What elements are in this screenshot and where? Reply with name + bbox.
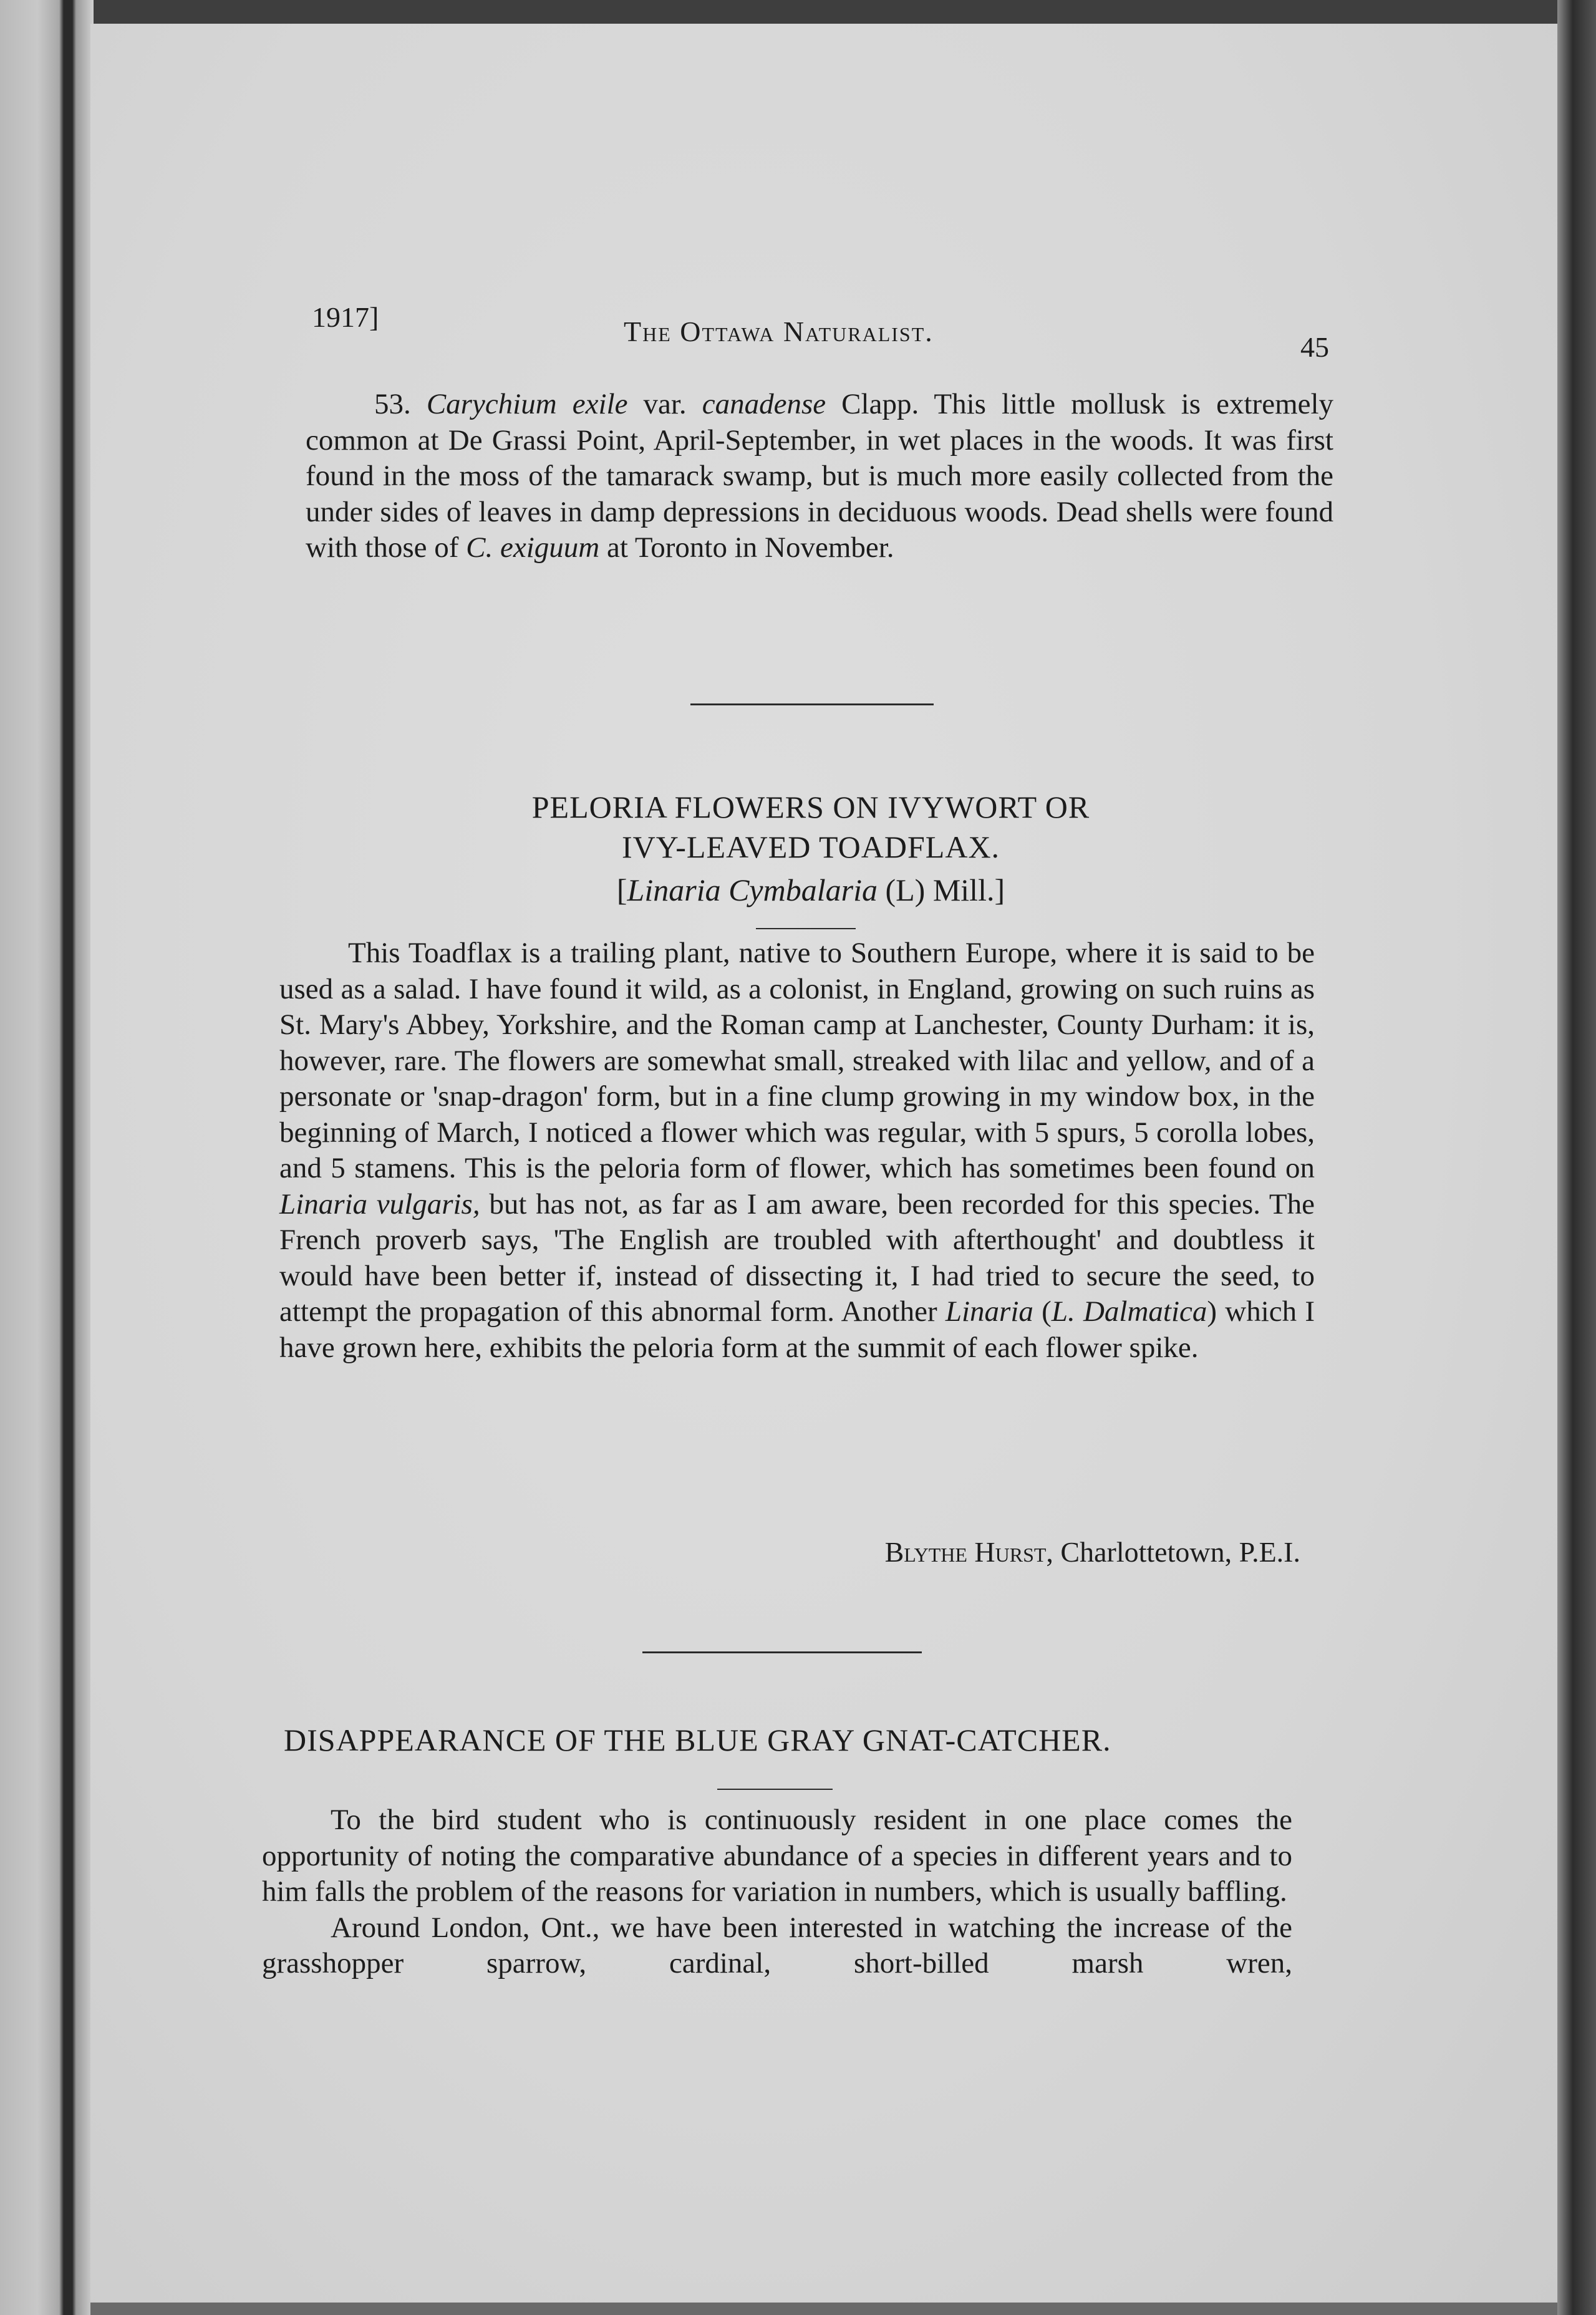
header-journal-title: The Ottawa Naturalist.: [624, 316, 934, 347]
title-underline: [717, 1789, 833, 1790]
body-text-a: This Toadflax is a trailing plant, native to Southern Europe, where it is said to be used as a salad. I have found it wild, as a colonist, in England, growing on such ruins as St. Mary's Abbey, Yorkshire, and the Roman camp at Lanchester, County Durham: it is, however, rare. The flowers are somewhat small, streaked with lilac and yellow, and of a personate or 'snap-dragon' form, but in a fine clump growing in my window box, in the beginning of March, I noticed a flower which was regular, with 5 spurs, 5 corolla lobes, and 5 stamens. This is the peloria form of flower, which has sometimes been found on: [279, 937, 1315, 1184]
section-divider: [642, 1651, 922, 1653]
entry-text: This little mollusk is extremely common at De Grassi Point, April-September, in wet places in the woods. It was first found in the moss of the tamarack swamp, but is much more easily collected from the under sides of leaves in damp depressions in deciduous woods. Dead shells were found with those of: [306, 388, 1334, 564]
signature: [561, 1535, 1300, 1568]
header-year: 1917]: [312, 301, 379, 333]
body-species-1: Linaria vulgaris,: [279, 1187, 480, 1220]
bottom-page-edge: [90, 2303, 1557, 2315]
bracket-open: [: [616, 872, 627, 907]
signature-name: Blythe Hurst,: [884, 1536, 1053, 1568]
variety-name: canadense: [702, 388, 826, 420]
article-subtitle: [437, 872, 1185, 908]
article-body: [279, 935, 1315, 1366]
article-title: [362, 787, 1260, 867]
species-name: Carychium exile: [426, 388, 628, 420]
paren-open: (: [1042, 1295, 1052, 1328]
entry-53: [306, 387, 1333, 566]
body-species-3: L. Dalmatica: [1051, 1295, 1207, 1328]
section-divider: [690, 703, 934, 705]
body-text-d: ) which I have grown here, exhibits the peloria form at the summit of each flower spike.: [279, 1295, 1315, 1364]
ref-species: C. exiguum: [466, 531, 600, 564]
signature-place: Charlottetown, P.E.I.: [1060, 1536, 1300, 1568]
var-word: var.: [643, 388, 687, 420]
article-title-line-2: IVY-LEAVED TOADFLAX.: [621, 829, 1000, 864]
book-spine-edge: [0, 0, 94, 2315]
entry-text-end: at Toronto in November.: [607, 531, 894, 564]
header-page-number: 45: [1300, 331, 1329, 363]
body-text-b: but has not, as far as I am aware, been recorded for this species. The French proverb says, 'The English are troubled with afterthought' and doubtless it would have been better if, instead of dissecting it, I had tried to secure the seed, to attempt the propagation of this abnormal form. Another: [279, 1187, 1315, 1328]
article-2-title: DISAPPEARANCE OF THE BLUE GRAY GNAT-CATCHER.: [284, 1723, 1111, 1757]
species-author: Clapp.: [841, 388, 919, 420]
article-2-paragraph-2: Around London, Ont., we have been interested in watching the increase of the grasshopper sparrow, cardinal, short-billed marsh wren,: [262, 1911, 1292, 1979]
title-underline: [756, 928, 856, 929]
article-title-line-1: PELORIA FLOWERS ON IVYWORT OR: [531, 790, 1090, 824]
article-title-2: [284, 1720, 1344, 1760]
body-species-2: Linaria: [945, 1295, 1033, 1328]
article-2-paragraph-1: To the bird student who is continuously resident in one place comes the opportunity of noting the comparative abundance of a species in different years and to him falls the problem of the reasons for variation in numbers, which is usually baffling.: [262, 1804, 1292, 1908]
right-page-edge: [1557, 0, 1596, 2315]
article-2-body: [262, 1802, 1292, 1982]
entry-number: 53.: [374, 388, 411, 420]
subtitle-species: Linaria Cymbalaria: [627, 872, 878, 907]
subtitle-author: (L) Mill.]: [885, 872, 1005, 907]
